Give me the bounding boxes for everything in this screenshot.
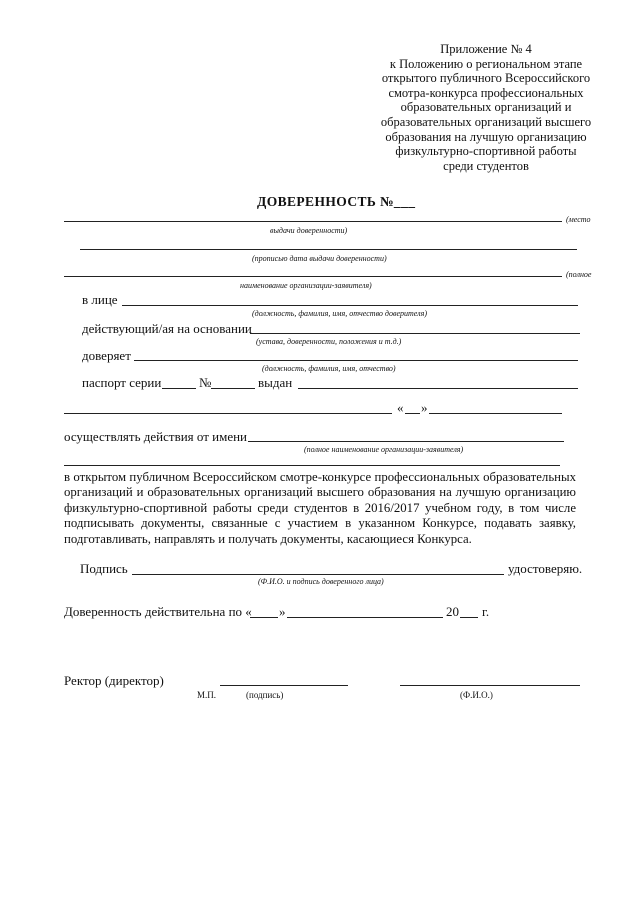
rector-label: Ректор (директор) [64, 673, 164, 688]
passport-series-field[interactable] [162, 388, 196, 389]
act-org-field-2[interactable] [64, 465, 560, 466]
paragraph-line: подписывать документы, связанные с участием в указанном Конкурсе, подавать заявку, [64, 516, 576, 531]
validity-year-prefix: 20 [446, 604, 459, 619]
appendix-line: смотра-конкурса профессиональных [388, 85, 584, 100]
issued-by-field[interactable] [64, 413, 392, 414]
appendix-line: образовательных организаций высшего [380, 114, 592, 129]
paragraph-line: подготавливать, направлять и получать документы, касающиеся Конкурса. [64, 531, 472, 546]
passport-number-label: № [199, 375, 212, 390]
date-close-quote: » [421, 400, 428, 415]
act-org-field[interactable] [248, 441, 564, 442]
place-suffix: (место [566, 215, 591, 224]
rector-name-field[interactable] [400, 685, 580, 686]
scope-paragraph [64, 470, 576, 547]
place-field[interactable] [64, 221, 562, 222]
appendix-header [370, 42, 602, 173]
rector-sign-caption: (подпись) [246, 690, 284, 700]
document-title: ДОВЕРЕННОСТЬ №___ [257, 194, 416, 209]
issue-day-field[interactable] [405, 413, 420, 414]
certify-label: удостоверяю. [508, 561, 583, 576]
act-label: осуществлять действия от имени [64, 429, 248, 444]
paragraph-line: физкультурно-спортивной работы среди студентов в 2016/2017 учебном году, в том числе [64, 500, 576, 515]
person-caption: (должность, фамилия, имя, отчество доверителя) [252, 309, 427, 318]
date-open-quote: « [397, 400, 404, 415]
appendix-line: Приложение № 4 [440, 42, 532, 56]
validity-close-quote: » [279, 604, 286, 619]
validity-year-suffix: г. [482, 604, 490, 619]
trustee-field[interactable] [134, 360, 578, 361]
rector-signature-field[interactable] [220, 685, 348, 686]
appendix-line: открытого публичного Всероссийского [381, 71, 591, 86]
date-caption: (прописью дата выдачи доверенности) [252, 254, 387, 263]
signature-label: Подпись [80, 561, 128, 576]
appendix-line: к Положению о региональном этапе [389, 56, 583, 71]
stamp-label: М.П. [197, 690, 217, 700]
signature-field[interactable] [132, 574, 504, 575]
appendix-line: физкультурно-спортивной работы [395, 144, 577, 159]
person-label: в лице [82, 292, 118, 307]
paragraph-line: в открытом публичном Всероссийском смотре-конкурсе профессиональных образовательных [64, 470, 576, 484]
org-suffix: (полное [566, 270, 592, 279]
validity-month-field[interactable] [287, 617, 443, 618]
date-words-field[interactable] [80, 249, 577, 250]
place-caption: выдачи доверенности) [270, 226, 348, 235]
validity-label: Доверенность действительна по « [64, 604, 252, 619]
passport-issued-label: выдан [258, 375, 293, 390]
org-caption: наименование организации-заявителя) [240, 281, 372, 290]
basis-caption: (устава, доверенности, положения и т.д.) [256, 337, 402, 346]
validity-year-field[interactable] [460, 617, 478, 618]
basis-field[interactable] [250, 333, 580, 334]
passport-label: паспорт серии [82, 375, 162, 390]
validity-day-field[interactable] [250, 617, 278, 618]
appendix-line: образовательных организаций и [400, 100, 572, 115]
basis-label: действующий/ая на основании [82, 321, 252, 336]
trust-label: доверяет [82, 348, 131, 363]
signature-caption: (Ф.И.О. и подпись доверенного лица) [258, 577, 384, 586]
passport-issued-field[interactable] [298, 388, 578, 389]
person-field[interactable] [122, 305, 578, 306]
rector-name-caption: (Ф.И.О.) [460, 690, 493, 700]
appendix-line: образования на лучшую организацию [385, 129, 587, 144]
trust-caption: (должность, фамилия, имя, отчество) [262, 364, 396, 373]
passport-number-field[interactable] [211, 388, 255, 389]
organization-field[interactable] [64, 276, 562, 277]
issue-month-field[interactable] [429, 413, 562, 414]
paragraph-line: организаций и образовательных организаций высшего образования на лучшую организацию [64, 485, 576, 500]
appendix-line: среди студентов [443, 158, 529, 173]
act-caption: (полное наименование организации-заявителя) [304, 445, 464, 454]
